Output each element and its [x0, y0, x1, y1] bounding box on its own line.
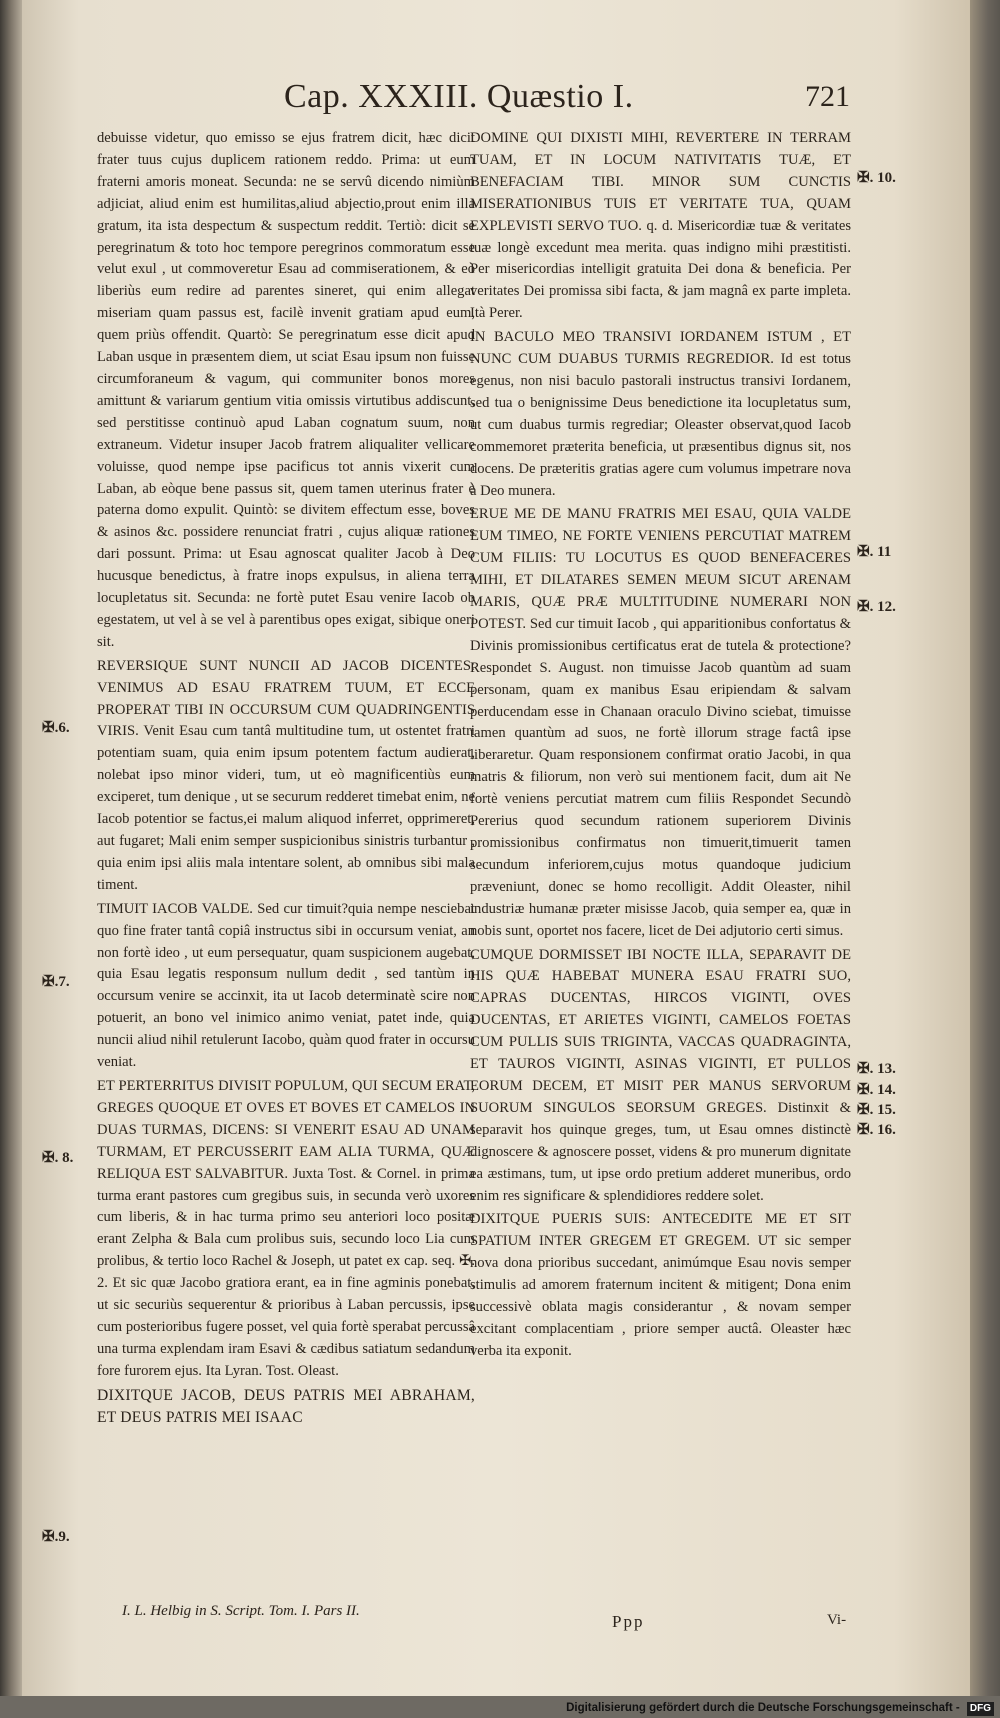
verse-marker: ✠. 13.: [857, 1061, 896, 1077]
page-number: 721: [805, 80, 850, 113]
chapter-heading: Cap. XXXIII. Quæstio I.: [284, 78, 634, 115]
right-margin-verse-marks: [857, 0, 917, 1718]
verse-marker: ✠. 15.: [857, 1102, 896, 1118]
paragraph: IN BACULO MEO TRANSIVI IORDANEM ISTUM , ET NUNC CUM DUABUS TURMIS REGREDIOR. Id est totus egenus, non nisi baculo pastorali instructus transivi Iordanem, sed tua o benignissime Deus benedictione ita locupletatus sum, ut cum duabus turmis regrediar; Oleaster observat,quod Iacob commemoret præterita beneficia, ut præsentibus dignus sit, nos docens. De præteritis gratias agere cum volumus impetrare nova à Deo munera.: [470, 329, 851, 499]
verse-marker: ✠. 11: [857, 544, 892, 560]
paragraph: CUMQUE DORMISSET IBI NOCTE ILLA, SEPARAVIT DE HIS QUÆ HABEBAT MUNERA ESAU FRATRI SUO, CAPRAS DUCENTAS, HIRCOS VIGINTI, OVES DUCENTAS, ET ARIETES VIGINTI, CAMELOS FOETAS CUM PULLIS SUIS TRIGINTA, VACCAS QUADRAGINTA, ET TAUROS VIGINTI, ASINAS VIGINTI, ET PULLOS EORUM DECEM, ET MISIT PER MANUS SERVORUM SUORUM SINGULOS SEORSUM GREGES. Distinxit & separavit hos quinque greges, tum, ut Esau omnes distinctè dignoscere & agnoscere posset, videns & pro munerum dignitate ea æstimans, tum, ut ipse ordo pretium adderet muneribus, ordo enim res significare & splendidiores reddere solet.: [470, 946, 851, 1204]
digitization-footer: [0, 1698, 1000, 1718]
verse-marker: ✠.7.: [42, 974, 70, 990]
verse-marker: ✠. 8.: [42, 1150, 74, 1166]
page-stack-edge: [970, 0, 1000, 1718]
paragraph: ET PERTERRITUS DIVISIT POPULUM, QUI SECUM ERAT, GREGES QUOQUE ET OVES ET BOVES ET CAMELOS IN DUAS TURMAS, DICENS: SI VENERIT ESAU AD UNAM TURMAM, ET PERCUSSERIT EAM ALIA TURMA, QUÆ RELIQUA EST SALVABITUR. Juxta Tost. & Cornel. in prima turma erant pastores cum gregibus suis, in secunda verò uxores cum liberis, & in hac turma primo seu anteriori loco positæ erant Zelpha & Bala cum prolibus suis, secundo loco Lia cum prolibus, & tertio loco Rachel & Joseph, ut patet ex cap. seq. ✠. 2. Et sic quæ Jacobo gratiora erant, ea in fine agminis ponebat, ut sic securiùs sequerentur & prioribus à Laban percussis, ipse cum posterioribus fugere posset, vel quia fortè sperabat percussâ una turma explendam iram Esavi & cædibus satiatum sedandum fore furorem ejus. Ita Lyran. Tost. Oleast.: [97, 1077, 475, 1379]
verse-marker: ✠.9.: [42, 1529, 70, 1545]
verse-marker: ✠. 12.: [857, 599, 896, 615]
paragraph: debuisse videtur, quo emisso se ejus fratrem dicit, hæc dicit frater tuus cujus duplicem rationem reddo. Prima: ut eum fraterni amoris moneat. Secunda: ne se servû dicendo nimiùm adjiciat, aliud enim est humilitas,aliud abjectio,prout enim illa gratum, ita ista despectum & suspectum reddit. Tertiò: dicit se peregrinatum & toto hoc tempore peregrinos commoratum esse velut exul , ut commoveretur Esau ad commiserationem, & eò liberiùs eum redire ad parentes sineret, qui enim allegat miseriam quam passus est, facilè invenit gratiam apud eum, quem priùs offendit. Quartò: Se peregrinatum esse dicit apud Laban usque in præsentem diem, ut sciat Esau ipsum non fuisse circumforaneum & vagum, qui communiter bonos mores amittunt & variarum gentium vitia omissis virtutibus addiscunt, sed perstitisse continuò apud Laban cognatum suum, non extraneum. Videtur insuper Jacob fratrem aliqualiter vellicare voluisse, quod nempe ipse pacificus tot annis vixerit cum Laban, ab eòque bene passus sit, quem tamen uterinus frater è paterna domo expulit. Quintò: se divitem effectum esse, boves & asinos &c. possidere renunciat fratri , cujus aliquæ rationes dari possunt. Prima: ut Esau agnoscat qualiter Jacob à Deo hucusque benedictus, à fratre inops expulsus, in aliena terra locupletatus sit. Secunda: ne fortè putet Esau venire Iacob ob egestatem, ut vel à se vel à parentibus opes exigat, sibique oneri sit.: [97, 130, 475, 650]
paragraph: DOMINE QUI DIXISTI MIHI, REVERTERE IN TERRAM TUAM, ET IN LOCUM NATIVITATIS TUÆ, ET BENEFACIAM TIBI. MINOR SUM CUNCTIS MISERATIONIBUS TUIS ET VERITATE TUA, QUAM EXPLEVISTI SERVO TUO. q. d. Misericordiæ tuæ & veritates tuæ longè excedunt mea merita. quas indigno mihi præstitisti. Per misericordias intelligit gratuita Dei dona & beneficia. Per veritates Dei promissa sibi facta, & jam magnâ ex parte impleta. Ità Perer.: [470, 130, 851, 322]
paragraph: REVERSIQUE SUNT NUNCII AD JACOB DICENTES: VENIMUS AD ESAU FRATREM TUUM, ET ECCE PROPERAT TIBI IN OCCURSUM CUM QUADRINGENTIS VIRIS. Venit Esau cum tantâ multitudine tum, ut ostentet fratri potentiam suam, quia enim ipsum potentem factum audierat, nolebat ipso minor videri, tum, ut eò magnificentiùs eum exciperet, tum denique , ut se securum redderet timebat enim, ne Iacob potentior se factus,ei malum aliquod inferret, opprimeret, aut fugaret; Mali enim semper suspicionibus sinistris turbantur , quia enim ipsi aliis mala intentare solent, ab omnibus sibi mala timent.: [97, 657, 475, 893]
paragraph: TIMUIT IACOB VALDE. Sed cur timuit?quia nempe nesciebat quo fine frater tantâ copiâ instructus sibi in occursum veniat, an non fortè ideo , ut eum persequatur, quam suspicionem augebat, quia Esau legatis responsum nullum dedit , sed tantùm in occursum venire se accinxit, ita ut Iacob determinatè scire non potuerit, an bono vel inimico animo veniat, patet inde, quia nuncii aliud nihil retulerunt Iacobo, quàm quod frater in occursu veniat.: [97, 900, 475, 1071]
right-text-column: [470, 128, 851, 1365]
paragraph: DIXITQUE PUERIS SUIS: ANTECEDITE ME ET SIT SPATIUM INTER GREGEM ET GREGEM. UT sic semper nova dona prioribus succedant, animúmque Esau novis semper stimulis ad amorem fraternum incitent & mitigent; Dona enim successivè oblata magis considerantur , & novam semper excitant complacentiam , priore semper auctâ. Oleaster hæc verba ita exponit.: [470, 1211, 851, 1359]
dfg-logo: DFG: [967, 1702, 994, 1716]
paragraph: ERUE ME DE MANU FRATRIS MEI ESAU, QUIA VALDE EUM TIMEO, NE FORTE VENIENS PERCUTIAT MATREM CUM FILIIS: TU LOCUTUS ES QUOD BENEFACERES MIHI, ET DILATARES SEMEN MEUM SICUT ARENAM MARIS, QUÆ PRÆ MULTITUDINE NUMERARI NON POTEST. Sed cur timuit Iacob , qui apparitionibus confortatus & Divinis promissionibus certificatus erat de tutela & protectione? Respondet S. August. non timuisse Jacob quantùm ad suam personam, quam ex manibus Esau eripiendam & salvam perducendam esse in Chanaan oraculo Divino sciebat, timuisse tamen quantùm ad suos, ne fortè illorum strage factâ ipse liberaretur. Quam responsionem confirmat oratio Jacobi, in qua matris & filiorum, non verò sui mentionem facit, dum ait Ne fortè veniens percutiat matrem cum filiis Respondet Secundò Pererius quod secundum rationem superiorem Divinis promissionibus confirmatus non timuerit,timuerit tamen secundum inferiorem,cujus motus quandoque judicium præveniunt, donec se homo recolligit. Addit Oleaster, nihil industriæ humanæ præter misisse Jacob, quia semper ea, quæ in nobis sunt, oportet nos facere, licet de Dei adjutorio certi simus.: [470, 506, 851, 939]
left-margin-verse-marks: [42, 0, 92, 1718]
printer-signature-line: I. L. Helbig in S. Script. Tom. I. Pars II.: [122, 1603, 360, 1619]
verse-marker: ✠. 10.: [857, 170, 896, 186]
verse-marker: ✠. 14.: [857, 1082, 896, 1098]
digitization-notice: Digitalisierung gefördert durch die Deutsche Forschungsgemeinschaft -: [566, 1702, 960, 1714]
verse-marker: ✠. 16.: [857, 1122, 896, 1138]
left-text-column: [97, 128, 475, 1430]
running-head: [22, 78, 970, 124]
gathering-signature: Ppp: [612, 1612, 645, 1631]
verse-marker: ✠.6.: [42, 720, 70, 736]
book-page: [22, 0, 970, 1718]
catchword: Vi-: [827, 1612, 847, 1628]
paragraph: DIXITQUE JACOB, DEUS PATRIS MEI ABRAHAM, ET DEUS PATRIS MEI ISAAC: [97, 1386, 475, 1426]
